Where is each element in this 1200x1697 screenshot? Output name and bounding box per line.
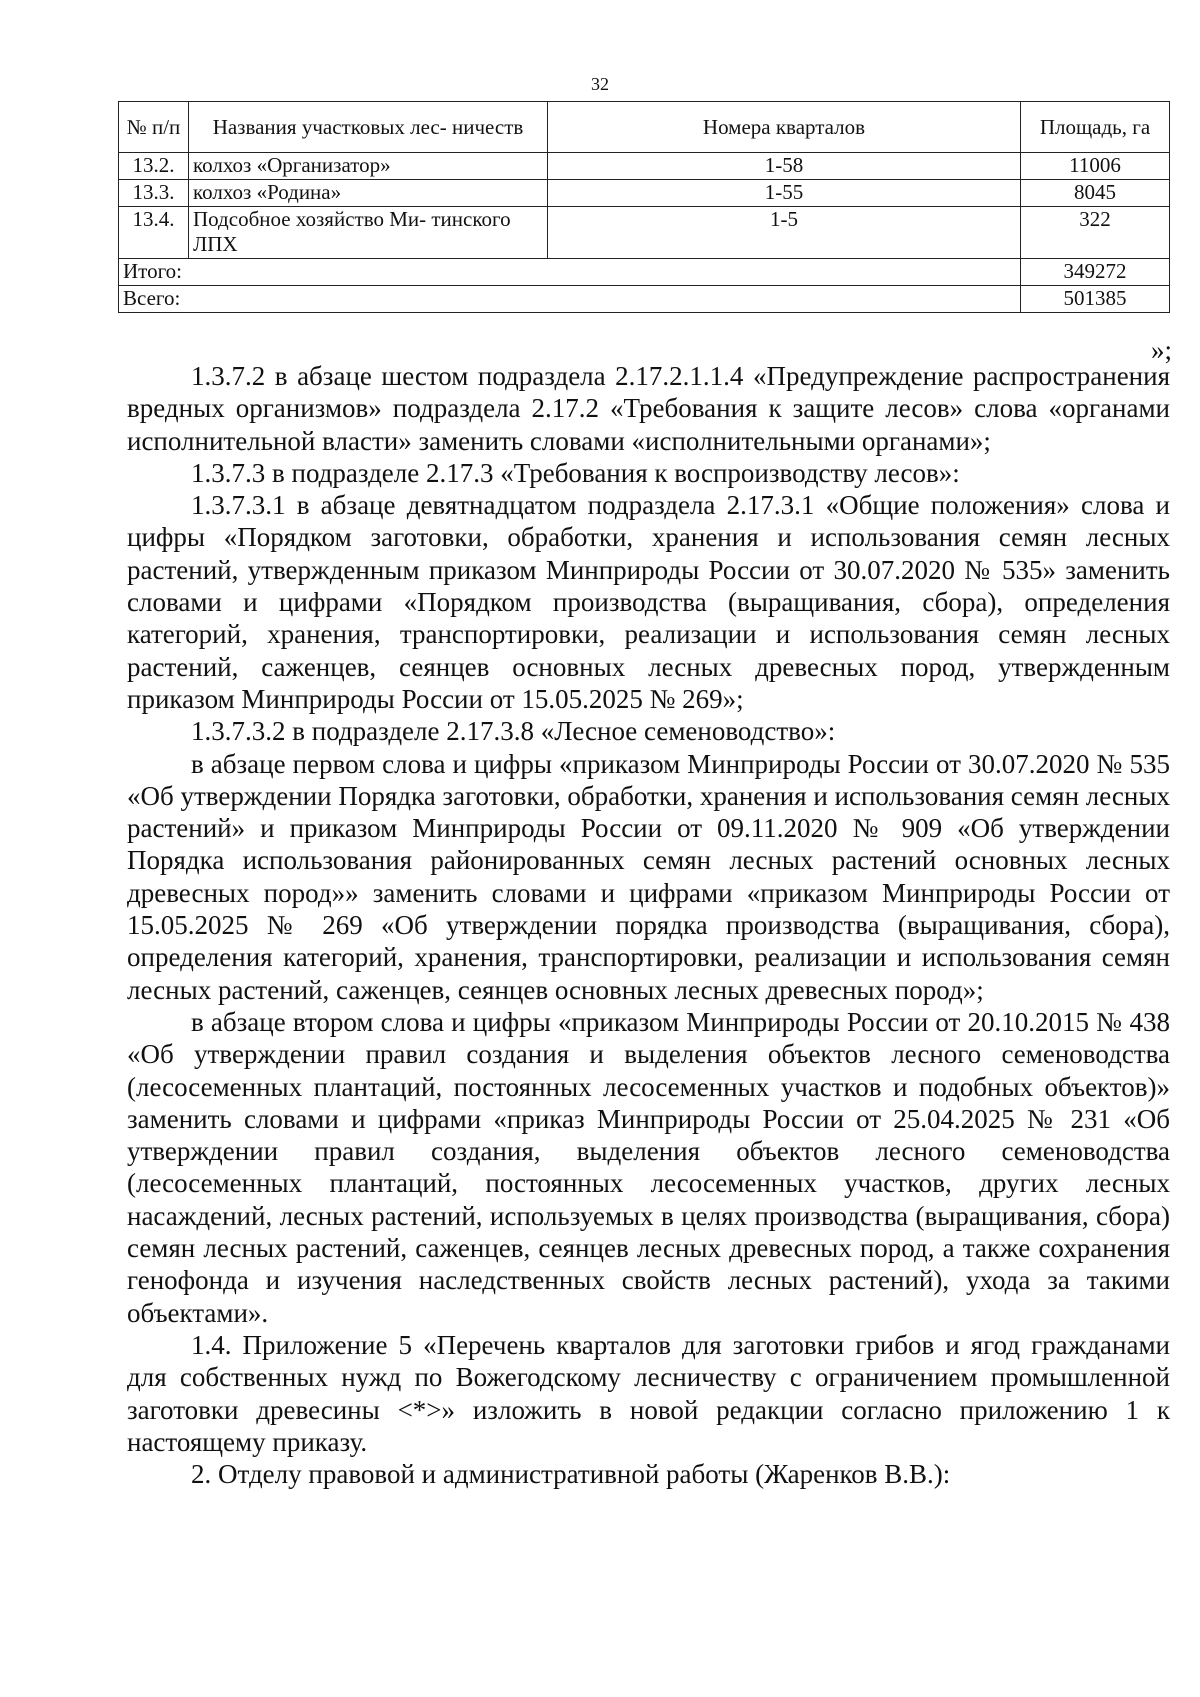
table-header-row — [119, 102, 1170, 153]
table-row — [119, 153, 1170, 180]
row-name: колхоз «Организатор» — [189, 153, 548, 180]
row-name: Подсобное хозяйство Ми- тинского ЛПХ — [189, 207, 548, 259]
total-area: 349272 — [1021, 259, 1170, 286]
document-body — [127, 360, 1170, 1490]
row-area: 11006 — [1021, 153, 1170, 180]
table-row — [119, 180, 1170, 207]
paragraph: в абзаце первом слова и цифры «приказом Минприроды России от 30.07.2020 № 535 «Об утверждении Порядка заготовки, обработки, хранения и использования семян лесных растений» и приказом Минприроды России от 09.11.2020 № 909 «Об утверждении Порядка использования районированных семян лесных растений основных лесных древесных пород»» заменить словами и цифрами «приказом Минприроды России от 15.05.2025 № 269 «Об утверждении порядка производства (выращивания, сбора), определения категорий, хранения, транспортировки, реализации и использования семян лесных растений, саженцев, сеянцев основных лесных древесных пород»; — [127, 748, 1171, 1005]
row-area: 8045 — [1021, 180, 1170, 207]
row-num: 13.4. — [119, 207, 189, 259]
row-blocks: 1-55 — [548, 180, 1021, 207]
forestry-districts-table — [118, 101, 1170, 313]
row-blocks: 1-58 — [548, 153, 1021, 180]
paragraph: 1.4. Приложение 5 «Перечень кварталов для заготовки грибов и ягод гражданами для собственных нужд по Вожегодскому лесничеству с ограничением промышленной заготовки древесины <*>» изложить в новой редакции согласно приложению 1 к настоящему приказу. — [127, 1329, 1170, 1457]
paragraph: в абзаце втором слова и цифры «приказом Минприроды России от 20.10.2015 № 438 «Об утверждении правил создания и выделения объектов лесного семеноводства (лесосеменных плантаций, постоянных лесосеменных участков и подобных объектов)» заменить словами и цифрами «приказ Минприроды России от 25.04.2025 № 231 «Об утверждении правил создания, выделения объектов лесного семеноводства (лесосеменных плантаций, постоянных лесосеменных участков, других лесных насаждений, лесных растений, используемых в целях производства (выращивания, сбора) семян лесных растений, саженцев, сеянцев лесных древесных пород, а также сохранения генофонда и изучения наследственных свойств лесных растений), ухода за такими объектами». — [127, 1006, 1170, 1328]
grand-total-label: Всего: — [119, 286, 1021, 313]
closing-quote: »; — [1150, 335, 1172, 365]
paragraph: 1.3.7.3 в подразделе 2.17.3 «Требования к воспроизводству лесов»: — [191, 457, 960, 488]
header-area: Площадь, га — [1021, 102, 1170, 153]
row-num: 13.3. — [119, 180, 189, 207]
paragraph: 1.3.7.3.2 в подразделе 2.17.3.8 «Лесное семеноводство»: — [191, 716, 836, 747]
page-number: 32 — [591, 74, 609, 94]
row-num: 13.2. — [119, 153, 189, 180]
table-total-row — [119, 259, 1170, 286]
table-grand-total-row — [119, 286, 1170, 313]
row-blocks: 1-5 — [548, 207, 1021, 259]
header-blocks: Номера кварталов — [548, 102, 1021, 153]
header-name: Названия участковых лес- ничеств — [189, 102, 548, 153]
total-label: Итого: — [119, 259, 1021, 286]
paragraph: 1.3.7.3.1 в абзаце девятнадцатом подраздела 2.17.3.1 «Общие положения» слова и цифры «Порядком заготовки, обработки, хранения и использования семян лесных растений, утвержденным приказом Минприроды России от 30.07.2020 № 535» заменить словами и цифрами «Порядком производства (выращивания, сбора), определения категорий, хранения, транспортировки, реализации и использования семян лесных растений, саженцев, сеянцев основных лесных древесных пород, утвержденным приказом Минприроды России от 15.05.2025 № 269»; — [127, 490, 1170, 714]
grand-total-area: 501385 — [1021, 286, 1170, 313]
paragraph: 2. Отделу правовой и административной работы (Жаренков В.В.): — [191, 1459, 951, 1490]
paragraph: 1.3.7.2 в абзаце шестом подраздела 2.17.2.1.1.4 «Предупреждение распространения вредных организмов» подраздела 2.17.2 «Требования к защите лесов» слова «органами исполнительной власти» заменить словами «исполнительными органами»; — [127, 361, 1170, 456]
row-area: 322 — [1021, 207, 1170, 259]
row-name: колхоз «Родина» — [189, 180, 548, 207]
table-row — [119, 207, 1170, 259]
header-num: № п/п — [119, 102, 189, 153]
